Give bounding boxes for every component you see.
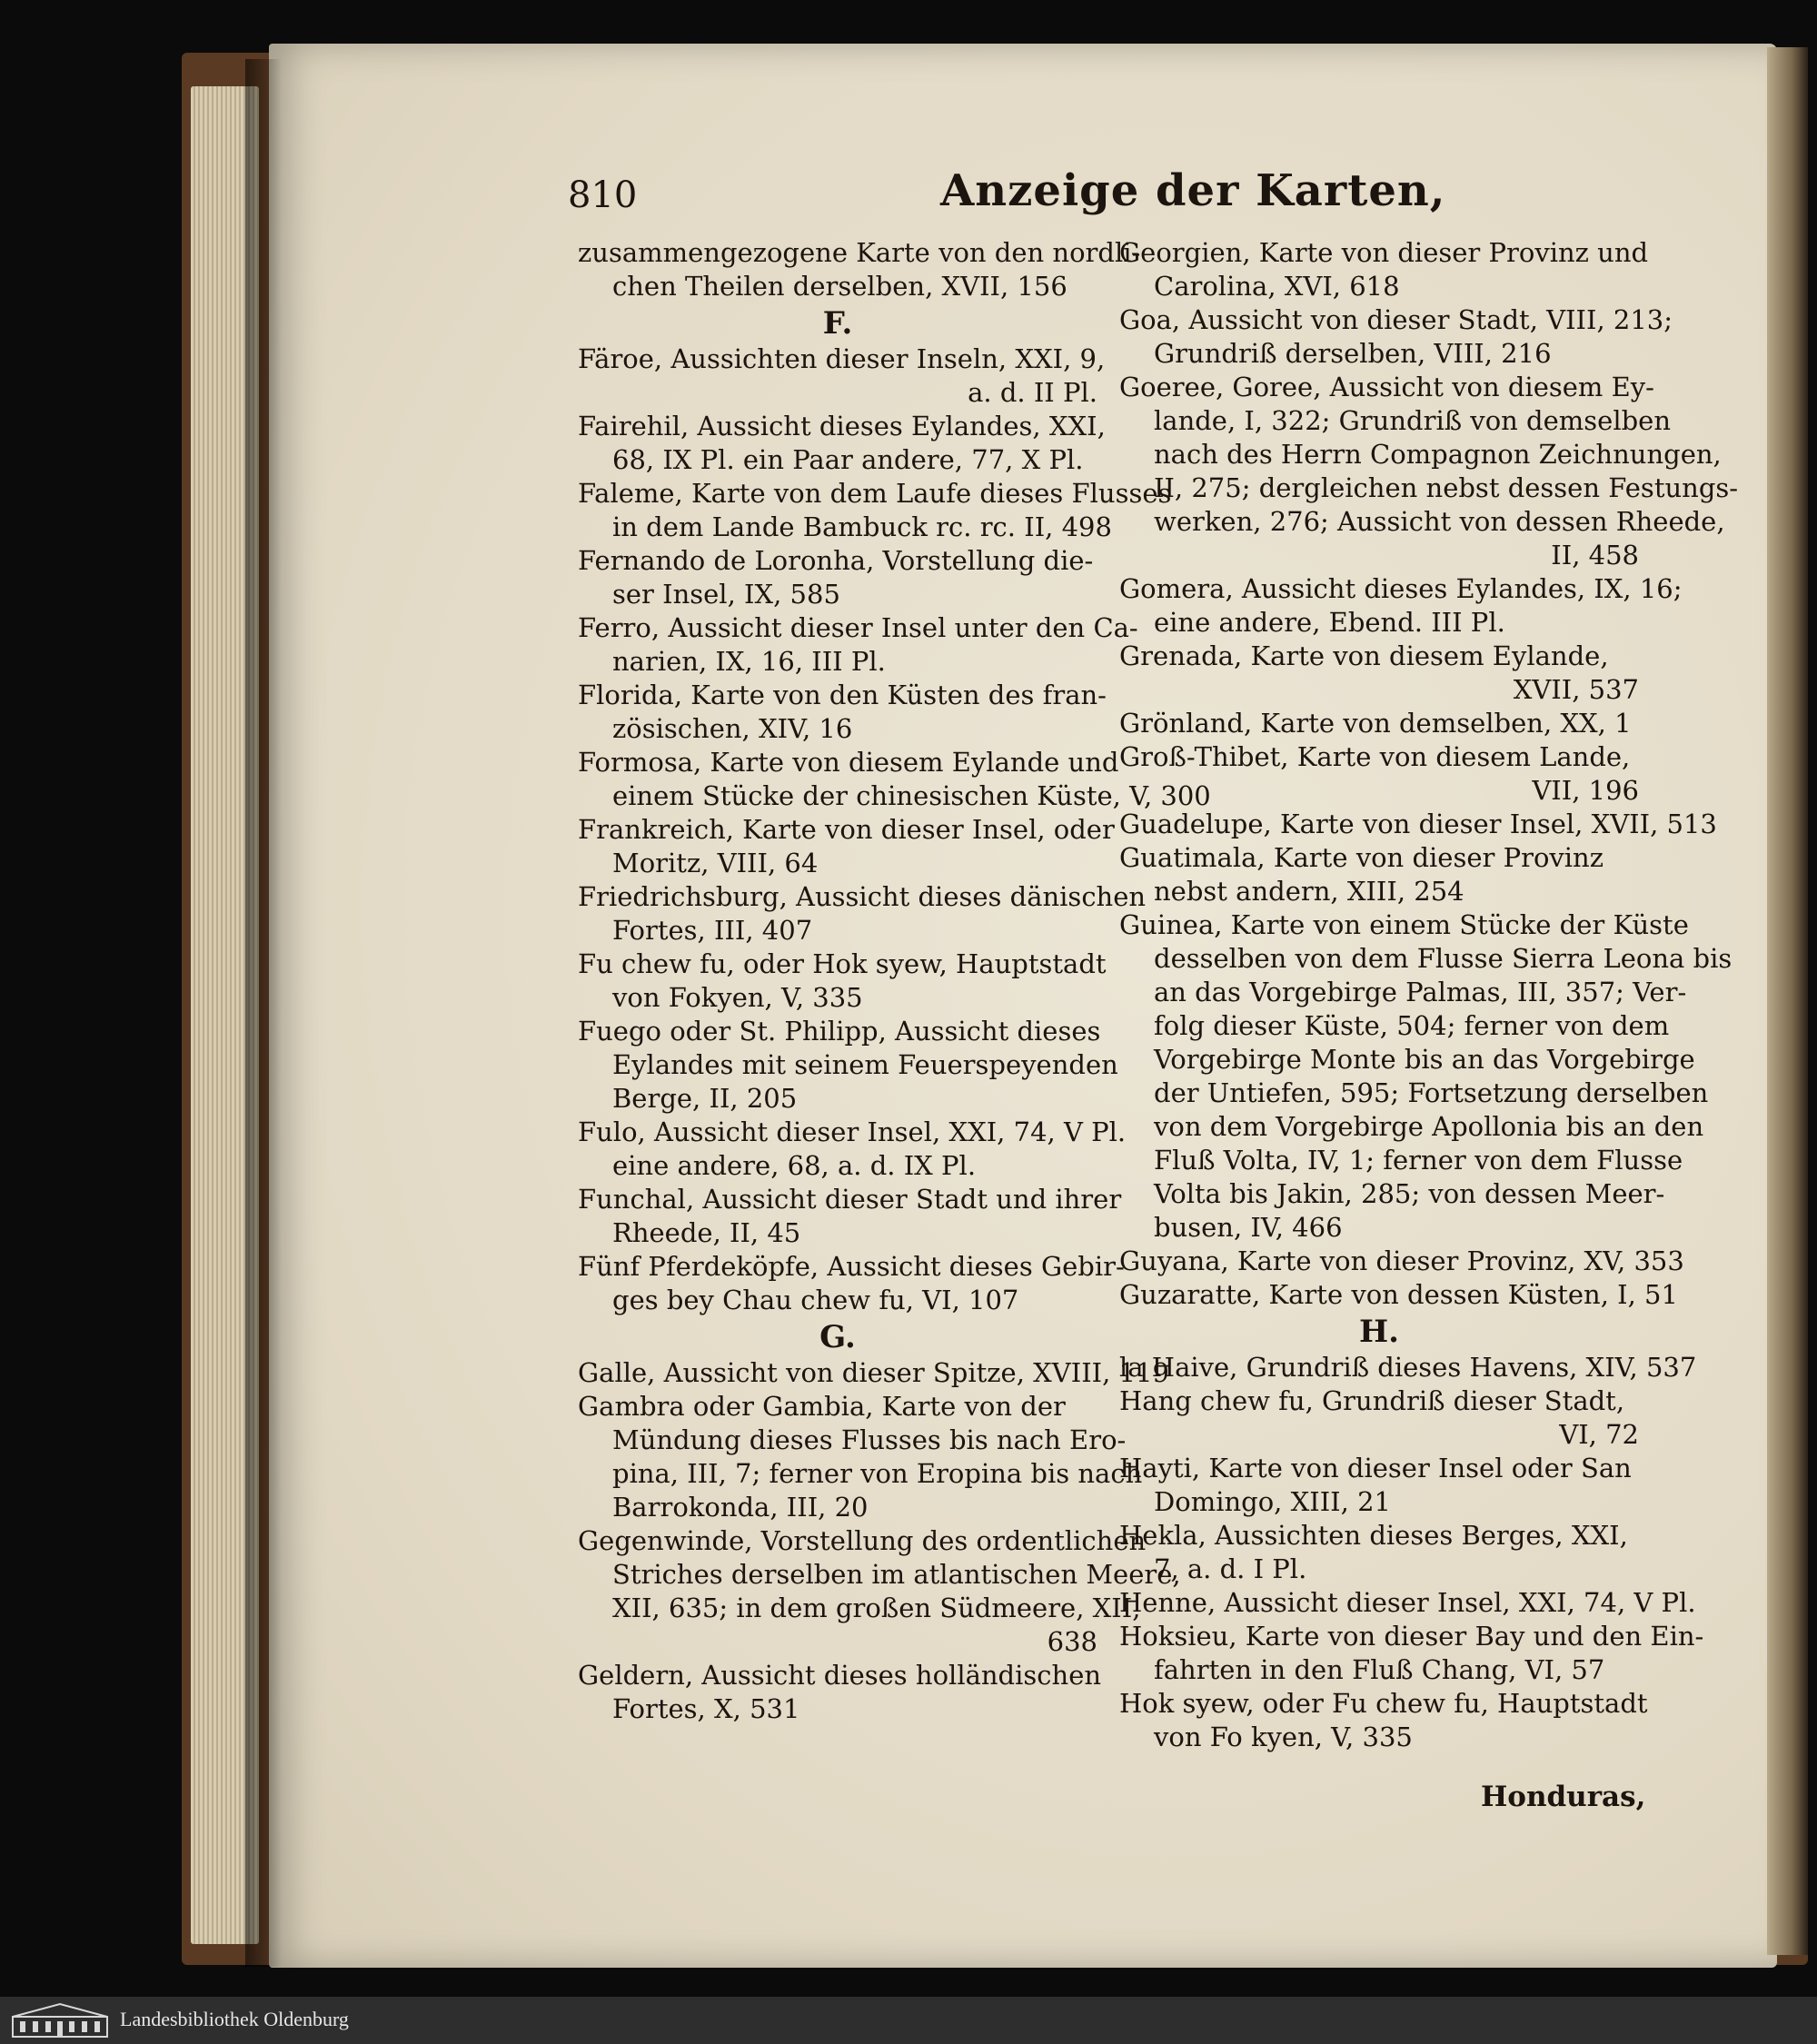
left-column	[578, 236, 1211, 1726]
running-head: Anzeige der Karten,	[940, 165, 1446, 216]
entry-continuation-line: von dem Vorgebirge Apollonia bis an den	[1154, 1111, 1704, 1142]
entry-continuation-line: chen Theilen derselben, XVII, 156	[612, 271, 1067, 302]
right-column	[1119, 236, 1739, 1754]
entry-continuation-line: in dem Lande Bambuck rc. rc. II, 498	[612, 511, 1112, 542]
index-entry	[578, 1356, 1169, 1390]
index-entry	[1119, 1384, 1639, 1452]
entry-first-line: la Haive, Grundriß dieses Havens, XIV, 537	[1119, 1352, 1697, 1383]
entry-first-line: Goeree, Goree, Aussicht von diesem Ey-	[1119, 372, 1654, 402]
entry-first-line: Grenada, Karte von diesem Eylande,	[1119, 640, 1609, 671]
entry-first-line: Georgien, Karte von dieser Provinz und	[1119, 237, 1649, 268]
entry-continuation-line: von Fo kyen, V, 335	[1154, 1722, 1413, 1752]
index-entry	[578, 1524, 1181, 1659]
entry-continuation-line: 638	[1047, 1626, 1097, 1657]
index-entry	[1119, 236, 1649, 303]
entry-first-line: Hoksieu, Karte von dieser Bay und den Ein-	[1119, 1621, 1704, 1652]
index-entry	[578, 813, 1115, 880]
entry-continuation-line: a. d. II Pl.	[968, 377, 1097, 408]
entry-first-line: Goa, Aussicht von dieser Stadt, VIII, 213;	[1119, 304, 1673, 335]
entry-continuation-line: Rheede, II, 45	[612, 1217, 801, 1248]
entry-first-line: Gegenwinde, Vorstellung des ordentlichen	[578, 1525, 1147, 1556]
entry-continuation-line: Barrokonda, III, 20	[612, 1492, 869, 1523]
entry-first-line: Gambra oder Gambia, Karte von der	[578, 1391, 1066, 1422]
index-entry	[1119, 1687, 1648, 1754]
index-entry	[1119, 572, 1683, 640]
entry-continuation-line: ser Insel, IX, 585	[612, 579, 840, 610]
entry-continuation-line: Fortes, III, 407	[612, 915, 813, 946]
index-entry	[578, 544, 1097, 611]
index-entry	[578, 880, 1147, 948]
page-number: 810	[568, 174, 638, 216]
library-name: Landesbibliothek Oldenburg	[120, 2008, 349, 2030]
index-entry	[1119, 707, 1639, 740]
index-entry	[578, 679, 1107, 746]
entry-continuation-line: pina, III, 7; ferner von Eropina bis nach	[612, 1458, 1143, 1489]
entry-first-line: Fernando de Loronha, Vorstellung die-	[578, 545, 1094, 576]
entry-continuation-line: folg dieser Küste, 504; ferner von dem	[1154, 1010, 1670, 1041]
library-building-icon	[11, 2002, 109, 2039]
entry-first-line: Fairehil, Aussicht dieses Eylandes, XXI,	[578, 411, 1106, 442]
entry-first-line: Guyana, Karte von dieser Provinz, XV, 353	[1119, 1245, 1684, 1276]
entry-continuation-line: an das Vorgebirge Palmas, III, 357; Ver-	[1154, 977, 1687, 1007]
section-letter: G.	[819, 1319, 856, 1355]
entry-first-line: Fu chew fu, oder Hok syew, Hauptstadt	[578, 948, 1107, 979]
entry-continuation-line: nach des Herrn Compagnon Zeichnungen,	[1154, 439, 1722, 470]
entry-first-line: Faleme, Karte von dem Laufe dieses Flusses	[578, 478, 1172, 509]
entry-continuation-line: Striches derselben im atlantischen Meere,	[612, 1559, 1181, 1590]
index-entry	[578, 410, 1106, 477]
entry-first-line: Funchal, Aussicht dieser Stadt und ihrer	[578, 1184, 1122, 1215]
index-entry	[578, 948, 1107, 1015]
entry-continuation-line: VII, 196	[1532, 775, 1639, 806]
index-entry	[578, 1250, 1125, 1317]
index-entry	[1119, 1620, 1704, 1687]
entry-first-line: Guzaratte, Karte von dessen Küsten, I, 51	[1119, 1279, 1678, 1310]
entry-continuation-line: 68, IX Pl. ein Paar andere, 77, X Pl.	[612, 444, 1084, 475]
entry-first-line: Frankreich, Karte von dieser Insel, oder	[578, 814, 1115, 845]
entry-continuation-line: Eylandes mit seinem Feuerspeyenden	[612, 1049, 1118, 1080]
entry-continuation-line: Volta bis Jakin, 285; von dessen Meer-	[1154, 1178, 1665, 1209]
entry-first-line: Geldern, Aussicht dieses holländischen	[578, 1660, 1102, 1691]
right-page-edge	[1767, 47, 1808, 1955]
index-entry	[578, 1390, 1143, 1524]
entry-first-line: Grönland, Karte von demselben, XX, 1	[1119, 708, 1632, 739]
index-entry	[1119, 740, 1639, 808]
entry-continuation-line: der Untiefen, 595; Fortsetzung derselben	[1154, 1077, 1709, 1108]
section-letter: H.	[1359, 1314, 1399, 1350]
entry-first-line: Henne, Aussicht dieser Insel, XXI, 74, V Pl.	[1119, 1587, 1696, 1618]
entry-continuation-line: von Fokyen, V, 335	[612, 982, 863, 1013]
entry-continuation-line: narien, IX, 16, III Pl.	[612, 646, 886, 677]
entry-continuation-line: Fortes, X, 531	[612, 1693, 800, 1724]
entry-first-line: Guinea, Karte von einem Stücke der Küste	[1119, 909, 1689, 940]
entry-continuation-line: nebst andern, XIII, 254	[1154, 876, 1465, 907]
index-entry	[1119, 1351, 1697, 1384]
entry-first-line: Friedrichsburg, Aussicht dieses dänischen	[578, 881, 1147, 912]
entry-first-line: Galle, Aussicht von dieser Spitze, XVIII, 119	[578, 1357, 1169, 1388]
entry-continuation-line: Vorgebirge Monte bis an das Vorgebirge	[1154, 1044, 1695, 1075]
index-entry	[1119, 1278, 1678, 1312]
catchword: Honduras,	[1481, 1781, 1646, 1813]
index-entry	[1119, 303, 1673, 371]
entry-first-line: Färoe, Aussichten dieser Inseln, XXI, 9,	[578, 343, 1106, 374]
index-entry	[578, 1015, 1118, 1116]
entry-continuation-line: XVII, 537	[1513, 674, 1639, 705]
index-entry	[578, 1659, 1102, 1726]
entry-continuation-line: eine andere, Ebend. III Pl.	[1154, 607, 1505, 638]
entry-first-line: Fuego oder St. Philipp, Aussicht dieses	[578, 1016, 1101, 1047]
entry-continuation-line: einem Stücke der chinesischen Küste, V, 300	[612, 780, 1211, 811]
entry-continuation-line: VI, 72	[1559, 1419, 1639, 1450]
entry-first-line: Hang chew fu, Grundriß dieser Stadt,	[1119, 1385, 1625, 1416]
index-entry	[578, 342, 1106, 410]
index-entry	[1119, 908, 1733, 1245]
entry-first-line: Fünf Pferdeköpfe, Aussicht dieses Gebir-	[578, 1251, 1125, 1282]
section-letter: F.	[822, 305, 853, 342]
entry-first-line: Guadelupe, Karte von dieser Insel, XVII, 513	[1119, 809, 1717, 839]
entry-continuation-line: Domingo, XIII, 21	[1154, 1486, 1391, 1517]
entry-first-line: Florida, Karte von den Küsten des fran-	[578, 680, 1107, 710]
entry-first-line: Hayti, Karte von dieser Insel oder San	[1119, 1453, 1632, 1483]
entry-first-line: Groß-Thibet, Karte von diesem Lande,	[1119, 741, 1631, 772]
footer-bar	[0, 1997, 1817, 2044]
entry-first-line: zusammengezogene Karte von den nordli-	[578, 237, 1141, 268]
entry-continuation-line: werken, 276; Aussicht von dessen Rheede,	[1154, 506, 1725, 537]
spine-shadow	[245, 59, 282, 1967]
entry-continuation-line: fahrten in den Fluß Chang, VI, 57	[1154, 1654, 1605, 1685]
entry-first-line: Hekla, Aussichten dieses Berges, XXI,	[1119, 1520, 1628, 1551]
index-entry	[1119, 841, 1639, 908]
entry-first-line: Fulo, Aussicht dieser Insel, XXI, 74, V Pl.	[578, 1116, 1127, 1147]
entry-continuation-line: II, 458	[1551, 540, 1639, 571]
entry-first-line: Gomera, Aussicht dieses Eylandes, IX, 16;	[1119, 573, 1683, 604]
index-entry	[578, 611, 1138, 679]
index-entry	[578, 1183, 1122, 1250]
entry-continuation-line: zösischen, XIV, 16	[612, 713, 853, 744]
index-entry	[1119, 371, 1739, 572]
entry-continuation-line: eine andere, 68, a. d. IX Pl.	[612, 1150, 977, 1181]
entry-continuation-line: desselben von dem Flusse Sierra Leona bis	[1154, 943, 1733, 974]
index-entry	[1119, 808, 1717, 841]
entry-continuation-line: busen, IV, 466	[1154, 1212, 1343, 1243]
entry-first-line: Guatimala, Karte von dieser Provinz	[1119, 842, 1604, 873]
entry-first-line: Ferro, Aussicht dieser Insel unter den Ca-	[578, 612, 1138, 643]
index-entry	[578, 1116, 1127, 1183]
entry-continuation-line: II, 275; dergleichen nebst dessen Festungs-	[1154, 472, 1739, 503]
index-entry	[578, 746, 1211, 813]
entry-continuation-line: Grundriß derselben, VIII, 216	[1154, 338, 1552, 369]
index-entry	[578, 236, 1141, 303]
index-entry	[1119, 1245, 1684, 1278]
entry-continuation-line: Carolina, XVI, 618	[1154, 271, 1400, 302]
entry-continuation-line: Moritz, VIII, 64	[612, 848, 819, 878]
entry-continuation-line: Berge, II, 205	[612, 1083, 798, 1114]
entry-continuation-line: Fluß Volta, IV, 1; ferner von dem Flusse	[1154, 1145, 1683, 1176]
index-entry	[1119, 1452, 1639, 1519]
entry-first-line: Formosa, Karte von diesem Eylande und	[578, 747, 1119, 778]
index-entry	[1119, 640, 1639, 707]
index-entry	[578, 477, 1172, 544]
entry-continuation-line: ges bey Chau chew fu, VI, 107	[612, 1285, 1019, 1315]
index-entry	[1119, 1519, 1639, 1586]
entry-continuation-line: XII, 635; in dem großen Südmeere, XII,	[612, 1593, 1141, 1623]
entry-continuation-line: 7, a. d. I Pl.	[1154, 1553, 1307, 1584]
entry-first-line: Hok syew, oder Fu chew fu, Hauptstadt	[1119, 1688, 1648, 1719]
entry-continuation-line: Mündung dieses Flusses bis nach Ero-	[612, 1424, 1127, 1455]
entry-continuation-line: lande, I, 322; Grundriß von demselben	[1154, 405, 1671, 436]
index-entry	[1119, 1586, 1696, 1620]
